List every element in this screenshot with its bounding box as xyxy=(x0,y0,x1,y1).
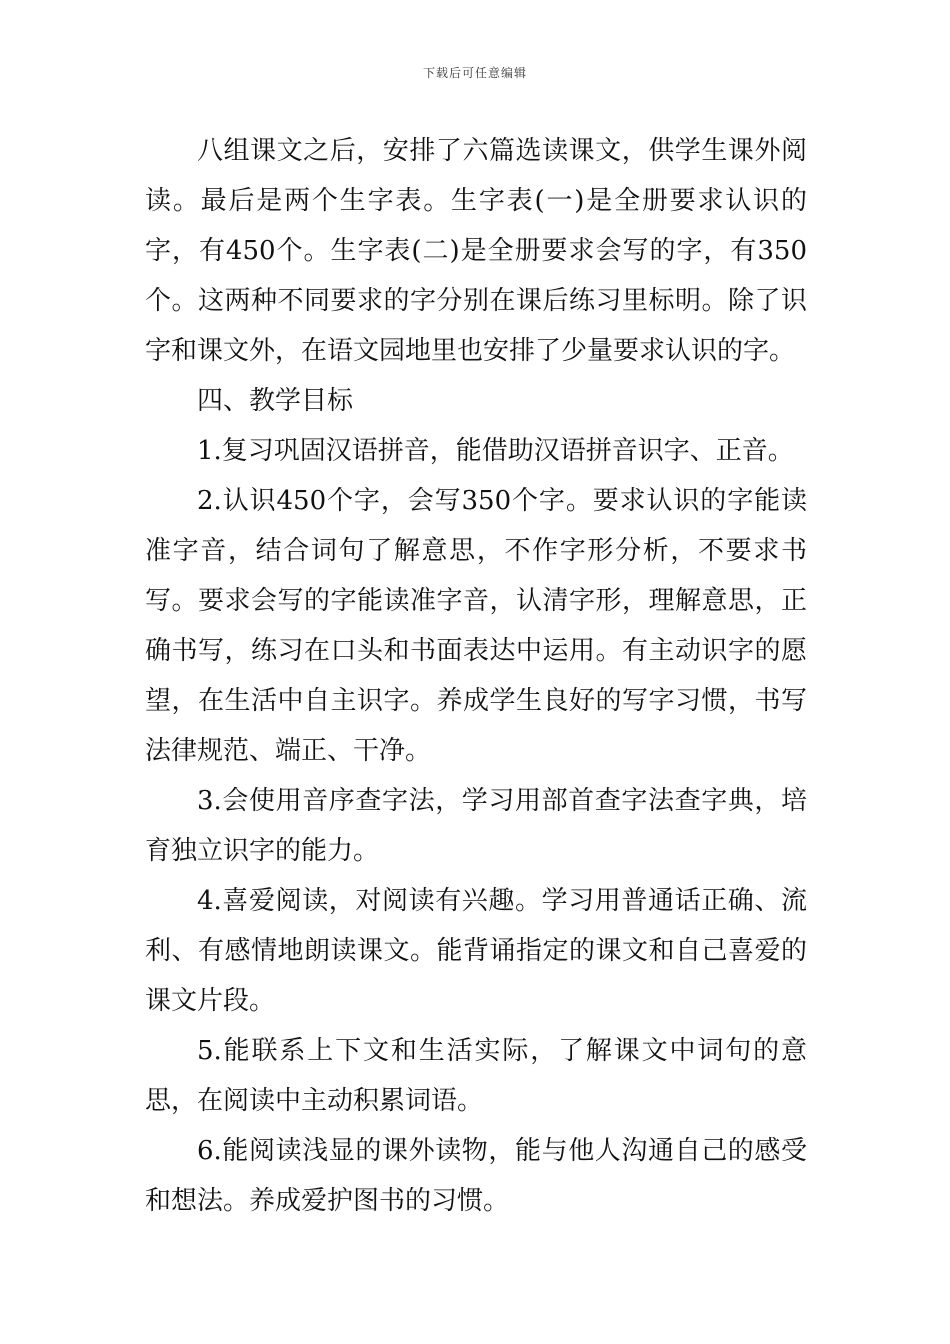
goal-item-3: 3.会使用音序查字法，学习用部首查字法查字典，培育独立识字的能力。 xyxy=(145,786,807,866)
goal-item-6: 6.能阅读浅显的课外读物，能与他人沟通自己的感受和想法。养成爱护图书的习惯。 xyxy=(145,1136,807,1216)
goal-item-1: 1.复习巩固汉语拼音，能借助汉语拼音识字、正音。 xyxy=(197,436,794,466)
document-body xyxy=(145,126,807,1226)
goal-item-2: 2.认识450个字，会写350个字。要求认识的字能读准字音，结合词句了解意思，不作字形分析，不要求书写。要求会写的字能读准字音，认清字形，理解意思，正确书写，练习在口头和书面表达中运用。有主动识字的愿望，在生活中自主识字。养成学生良好的写字习惯，书写法律规范、端正、干净。 xyxy=(145,486,807,766)
goal-item-4: 4.喜爱阅读，对阅读有兴趣。学习用普通话正确、流利、有感情地朗读课文。能背诵指定的课文和自己喜爱的课文片段。 xyxy=(145,886,807,1016)
paragraph-intro: 八组课文之后，安排了六篇选读课文，供学生课外阅读。最后是两个生字表。生字表(一)是全册要求认识的字，有450个。生字表(二)是全册要求会写的字，有350个。这两种不同要求的字分别在课后练习里标明。除了识字和课文外，在语文园地里也安排了少量要求认识的字。 xyxy=(145,136,807,366)
goal-item-5: 5.能联系上下文和生活实际，了解课文中词句的意思，在阅读中主动积累词语。 xyxy=(145,1036,807,1116)
page-header: 下载后可任意编辑 xyxy=(422,66,527,80)
section-heading: 四、教学目标 xyxy=(197,386,354,416)
